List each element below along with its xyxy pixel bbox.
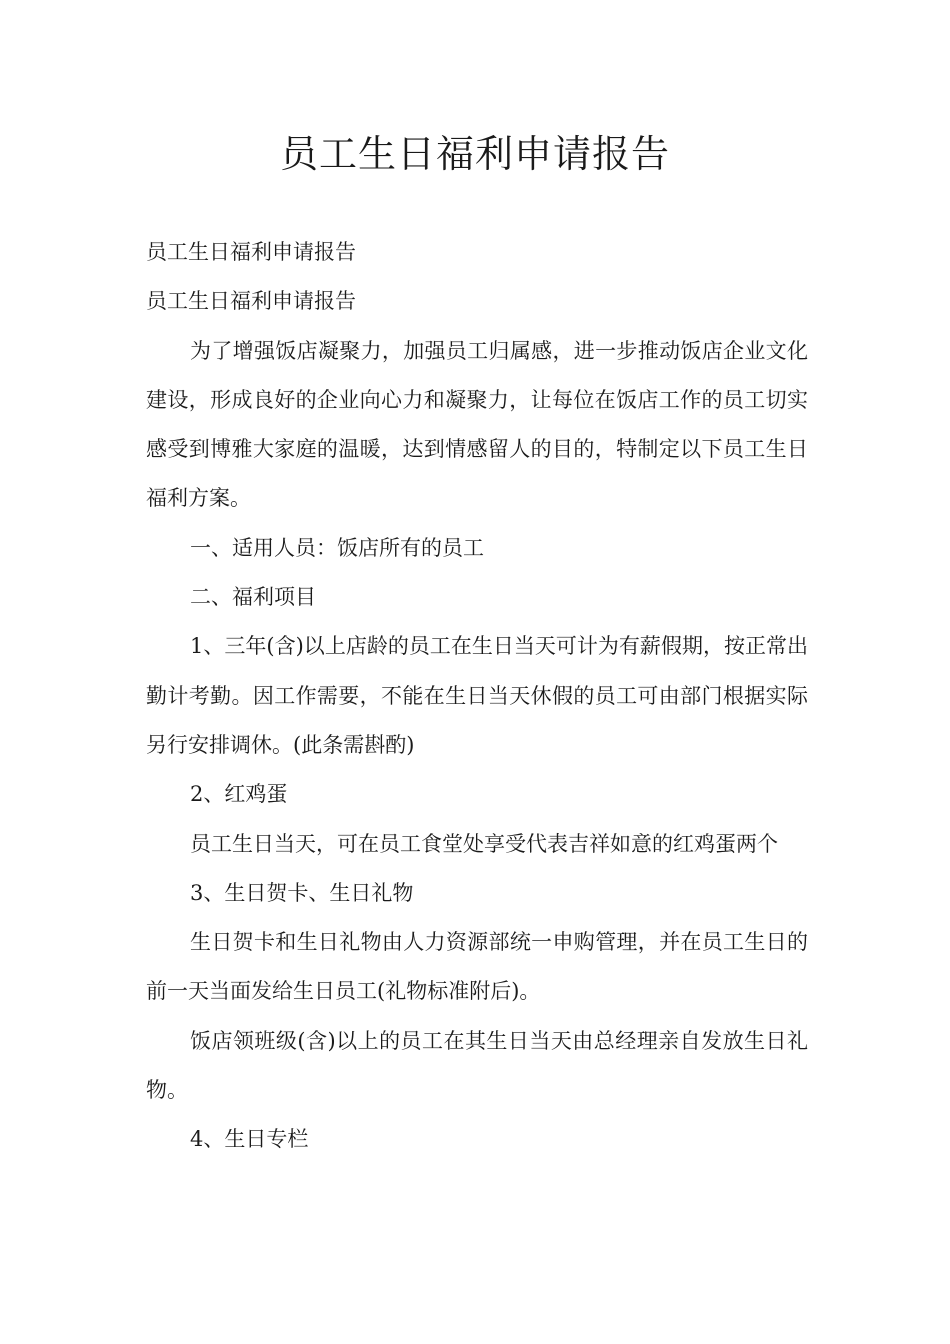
- subtitle-line: 员工生日福利申请报告: [146, 289, 356, 314]
- intro-paragraph: 为了增强饭店凝聚力，加强员工归属感，进一步推动饭店企业文化建设，形成良好的企业向心力和凝聚力，让每位在饭店工作的员工切实感受到博雅大家庭的温暖，达到情感留人的目的，特制定以下员工生日福利方案。: [146, 338, 808, 511]
- benefit-item-paid-leave: 1、三年(含)以上店龄的员工在生日当天可计为有薪假期，按正常出勤计考勤。因工作需要，不能在生日当天休假的员工可由部门根据实际另行安排调休。(此条需斟酌): [146, 634, 808, 757]
- benefit-item-manager-gift-text: 饭店领班级(含)以上的员工在其生日当天由总经理亲自发放生日礼物。: [146, 1028, 808, 1103]
- subtitle-line: 员工生日福利申请报告: [146, 240, 356, 264]
- document-body: [146, 228, 808, 1165]
- benefit-item-birthday-column-heading: 4、生日专栏: [190, 1127, 309, 1152]
- benefit-item-card-gift-text: 生日贺卡和生日礼物由人力资源部统一申购管理，并在员工生日的前一天当面发给生日员工(礼物标准附后)。: [146, 930, 808, 1004]
- document-title: 员工生日福利申请报告: [279, 132, 670, 176]
- benefit-item-red-eggs-heading: 2、红鸡蛋: [190, 782, 288, 807]
- benefit-item-red-eggs-text: 员工生日当天，可在员工食堂处享受代表吉祥如意的红鸡蛋两个: [190, 831, 778, 856]
- benefit-item-card-gift-heading: 3、生日贺卡、生日礼物: [190, 880, 414, 905]
- section-heading-applicable-staff: 一、适用人员：饭店所有的员工: [190, 535, 484, 560]
- section-heading-benefits: 二、福利项目: [190, 585, 316, 610]
